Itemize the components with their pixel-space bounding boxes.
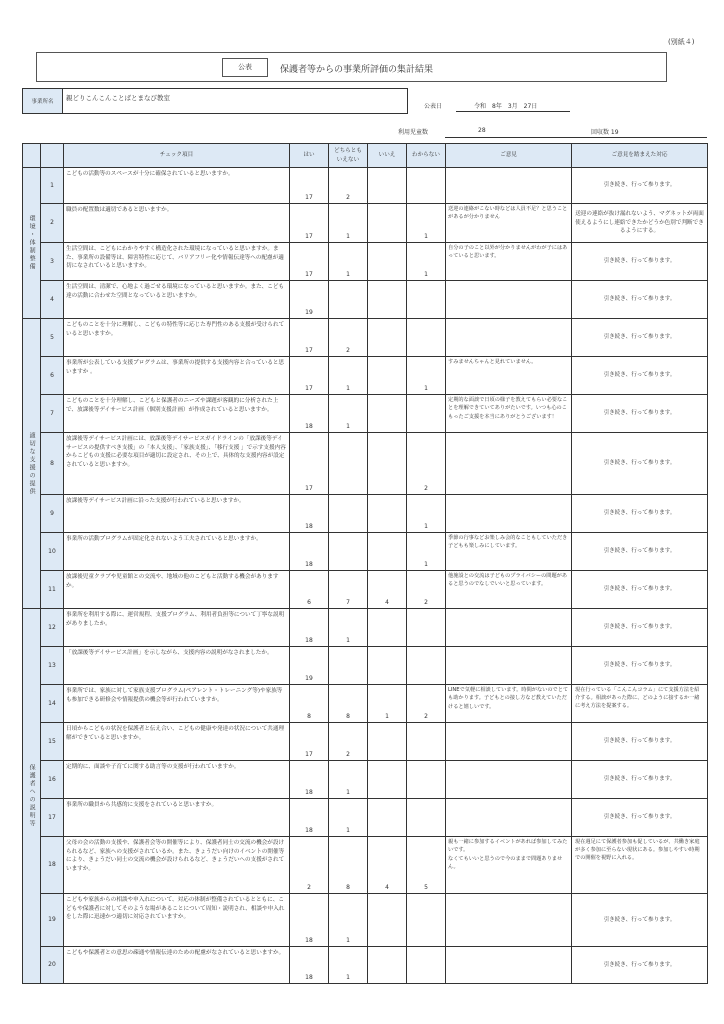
- response: 引き続き、行って参ります。: [572, 168, 708, 204]
- count-unknown: [407, 723, 446, 761]
- count-underline: [445, 137, 707, 138]
- business-label: 事業所名: [23, 89, 63, 113]
- item-number: 4: [41, 281, 64, 319]
- count-neither: [329, 647, 368, 685]
- count-yes: 18: [290, 395, 329, 433]
- count-unknown: [407, 647, 446, 685]
- response: 引き続き、行って参ります。: [572, 395, 708, 433]
- count-neither: 1: [329, 761, 368, 799]
- header-yes: はい: [290, 144, 329, 168]
- check-item: 事業所の職員から共感的に支援をされていると思いますか。: [64, 799, 290, 837]
- table-row: [23, 799, 708, 837]
- count-no: 1: [368, 685, 407, 723]
- publish-badge: 公表: [222, 58, 268, 77]
- header-number: [41, 144, 64, 168]
- count-unknown: [407, 319, 446, 357]
- count-neither: [329, 533, 368, 571]
- item-number: 15: [41, 723, 64, 761]
- table-row: [23, 609, 708, 647]
- count-neither: 8: [329, 837, 368, 894]
- count-neither: 2: [329, 319, 368, 357]
- count-no: [368, 894, 407, 947]
- item-number: 3: [41, 243, 64, 281]
- table-row: [23, 319, 708, 357]
- count-no: 4: [368, 837, 407, 894]
- children-count-label: 利用児童数: [398, 129, 429, 136]
- check-item: 事業所の活動プログラムが固定化されないよう工夫されていると思いますか。: [64, 533, 290, 571]
- count-yes: 19: [290, 647, 329, 685]
- evaluation-table: [22, 143, 708, 984]
- count-unknown: 1: [407, 204, 446, 243]
- table-row: [23, 433, 708, 495]
- count-no: [368, 647, 407, 685]
- count-unknown: [407, 761, 446, 799]
- header-row: [23, 144, 708, 168]
- response: 引き続き、行って参ります。: [572, 799, 708, 837]
- count-no: [368, 281, 407, 319]
- table-row: [23, 894, 708, 947]
- count-unknown: [407, 609, 446, 647]
- count-yes: 17: [290, 433, 329, 495]
- count-unknown: 1: [407, 357, 446, 395]
- count-neither: [329, 495, 368, 533]
- count-neither: 1: [329, 243, 368, 281]
- count-neither: 1: [329, 204, 368, 243]
- table-row: [23, 281, 708, 319]
- page-title: 保護者等からの事業所評価の集計結果: [280, 65, 434, 75]
- count-unknown: [407, 894, 446, 947]
- response: 引き続き、行って参ります。: [572, 433, 708, 495]
- check-item: 生活空間は、清潔で、心地よく過ごせる環境になっていると思いますか。また、こども達の活動に合わせた空間となっていると思いますか。: [64, 281, 290, 319]
- count-yes: 19: [290, 281, 329, 319]
- table-row: [23, 495, 708, 533]
- opinion: [446, 647, 572, 685]
- table-row: [23, 647, 708, 685]
- table-row: [23, 357, 708, 395]
- count-neither: [329, 433, 368, 495]
- count-neither: 1: [329, 395, 368, 433]
- count-no: [368, 168, 407, 204]
- opinion: すみませんちゃんと見れていません。: [446, 357, 572, 395]
- item-number: 14: [41, 685, 64, 723]
- count-yes: 18: [290, 609, 329, 647]
- table-row: [23, 685, 708, 723]
- section-label: 保護者への説明等: [23, 609, 41, 984]
- response: 引き続き、行って参ります。: [572, 533, 708, 571]
- response: 引き続き、行って参ります。: [572, 571, 708, 609]
- count-unknown: 2: [407, 433, 446, 495]
- count-yes: 17: [290, 204, 329, 243]
- count-unknown: [407, 395, 446, 433]
- check-item: 生活空間は、こどもにわかりやすく構造化された環境になっていると思いますか。また、事業所の設備等は、障害特性に応じて、バリアフリー化や情報伝達等への配慮が適切になされていると思いますか。: [64, 243, 290, 281]
- item-number: 9: [41, 495, 64, 533]
- item-number: 17: [41, 799, 64, 837]
- count-unknown: [407, 799, 446, 837]
- response: 現在週足にて保護者参加も促しているが、共働き家庭が多く参加に至らない現状にある。参加しやすい時期での開催を視野に入れる。: [572, 837, 708, 894]
- item-number: 10: [41, 533, 64, 571]
- opinion: [446, 495, 572, 533]
- response: 引き続き、行って参ります。: [572, 319, 708, 357]
- item-number: 6: [41, 357, 64, 395]
- count-neither: 2: [329, 723, 368, 761]
- section-label: 適切な支援の提供: [23, 319, 41, 609]
- item-number: 1: [41, 168, 64, 204]
- count-neither: [329, 281, 368, 319]
- business-name: 親どりこんこんことばとまなび教室: [66, 94, 170, 102]
- count-no: [368, 947, 407, 984]
- count-unknown: [407, 947, 446, 984]
- count-unknown: 1: [407, 495, 446, 533]
- check-item: 父母の会の活動の支援や、保護者会等の開催等により、保護者同士の交流の機会が設けられるなど、家族への支援がされているか。また、きょうだい向けのイベントの開催等により、きょうだい同士の交流の機会が設けられるなど、きょうだいへの支援がされていますか。: [64, 837, 290, 894]
- item-number: 12: [41, 609, 64, 647]
- count-yes: 17: [290, 319, 329, 357]
- business-box: [22, 88, 408, 114]
- count-unknown: 5: [407, 837, 446, 894]
- count-neither: 8: [329, 685, 368, 723]
- count-no: [368, 723, 407, 761]
- response: 送迎の連絡が抜け漏れないよう、マグネットが両面使えるようにし連絡できたかどうか色別で判断できるようにする。: [572, 204, 708, 243]
- header-unknown: わからない: [407, 144, 446, 168]
- annex-label: (別紙４): [668, 38, 695, 46]
- count-yes: 17: [290, 723, 329, 761]
- table-row: [23, 533, 708, 571]
- count-neither: 1: [329, 609, 368, 647]
- header-opinion: ご意見: [446, 144, 572, 168]
- response: 引き続き、行って参ります。: [572, 761, 708, 799]
- table-row: [23, 571, 708, 609]
- response: 現在行っている「こんこんコラム」にて支援方法を紹介する。相談があった際に、どのように接するか一緒に考え方法を提案する。: [572, 685, 708, 723]
- check-item: 定期的に、面談や子育てに関する助言等の支援が行われていますか。: [64, 761, 290, 799]
- table-row: [23, 395, 708, 433]
- count-no: [368, 243, 407, 281]
- opinion: 自分の子のこと以外が分かりませんがわが子にはあっていると思います。: [446, 243, 572, 281]
- count-unknown: 1: [407, 243, 446, 281]
- count-yes: 18: [290, 799, 329, 837]
- item-number: 13: [41, 647, 64, 685]
- opinion: [446, 319, 572, 357]
- table-row: [23, 947, 708, 984]
- count-yes: 18: [290, 495, 329, 533]
- header-no: いいえ: [368, 144, 407, 168]
- opinion: 他施設との交流は子どものプライバシーの問題があると思うのでなしでいいと思っています。: [446, 571, 572, 609]
- count-unknown: 1: [407, 533, 446, 571]
- item-number: 16: [41, 761, 64, 799]
- table-row: [23, 761, 708, 799]
- count-neither: 1: [329, 357, 368, 395]
- count-yes: 6: [290, 571, 329, 609]
- count-yes: 17: [290, 168, 329, 204]
- count-no: [368, 319, 407, 357]
- response: 引き続き、行って参ります。: [572, 947, 708, 984]
- response: 引き続き、行って参ります。: [572, 281, 708, 319]
- count-no: [368, 609, 407, 647]
- children-count: 28: [478, 127, 486, 134]
- count-neither: 2: [329, 168, 368, 204]
- table-row: [23, 204, 708, 243]
- table-row: [23, 837, 708, 894]
- opinion: LINEで気軽に相談しています。時間がないのでとても助かります。子どもとの接し方など教えていただけると嬉しいです。: [446, 685, 572, 723]
- count-no: [368, 533, 407, 571]
- response: 引き続き、行って参ります。: [572, 609, 708, 647]
- count-yes: 2: [290, 837, 329, 894]
- count-no: [368, 204, 407, 243]
- item-number: 18: [41, 837, 64, 894]
- check-item: 職員の配置数は適切であると思いますか。: [64, 204, 290, 243]
- opinion: [446, 168, 572, 204]
- count-unknown: [407, 281, 446, 319]
- item-number: 20: [41, 947, 64, 984]
- count-yes: 18: [290, 947, 329, 984]
- item-number: 5: [41, 319, 64, 357]
- response: 引き続き、行って参ります。: [572, 647, 708, 685]
- check-item: 事業所を利用する際に、運営規程、支援プログラム、利用者負担等について丁寧な説明がありましたか。: [64, 609, 290, 647]
- opinion: [446, 433, 572, 495]
- check-item: こどもや家族からの相談や申入れについて、対応の体制が整備されているとともに、こどもや保護者に対してそのような場があることについて周知・説明され、相談や申入れをした際に迅速かつ適切に対応されていますか。: [64, 894, 290, 947]
- count-no: [368, 761, 407, 799]
- opinion: [446, 281, 572, 319]
- count-unknown: 2: [407, 685, 446, 723]
- count-neither: 1: [329, 947, 368, 984]
- opinion: 親も一緒に参加するイベントがあれば参加してみたいです。 なくてもいいと思うので今のままで問題ありません。: [446, 837, 572, 894]
- response: 引き続き、行って参ります。: [572, 894, 708, 947]
- count-no: [368, 495, 407, 533]
- header-response: ご意見を踏まえた対応: [572, 144, 708, 168]
- item-number: 19: [41, 894, 64, 947]
- count-no: [368, 433, 407, 495]
- header-neither: どちらともいえない: [329, 144, 368, 168]
- check-item: 放課後等デイサービス計画に沿った支援が行われていると思いますか。: [64, 495, 290, 533]
- count-no: [368, 357, 407, 395]
- check-item: 事業所では、家族に対して家族支援プログラム(ペアレント・トレーニング等)や家族等も参加できる研修会や情報提供の機会等が行われていますか。: [64, 685, 290, 723]
- count-yes: 18: [290, 894, 329, 947]
- table-row: [23, 168, 708, 204]
- count-yes: 17: [290, 243, 329, 281]
- opinion: 送迎の連絡がこない時などは人員不足？と思うことがあるが分かりません: [446, 204, 572, 243]
- count-no: [368, 395, 407, 433]
- response: 引き続き、行って参ります。: [572, 357, 708, 395]
- opinion: [446, 894, 572, 947]
- check-item: 放課後等デイサービス計画には、放課後等デイサービスガイドラインの「放課後等デイサービスの提供すべき支援」の「本人支援」、「家族支援」、「移行支援 」で示す支援内容からこどもの支援に必要な項目が適切に設定され、その上で、具体的な支援内容が設定されていると思いますか。: [64, 433, 290, 495]
- count-yes: 8: [290, 685, 329, 723]
- count-yes: 17: [290, 357, 329, 395]
- item-number: 11: [41, 571, 64, 609]
- count-neither: 1: [329, 894, 368, 947]
- check-item: こどものことを十分に理解し、こどもの特性等に応じた専門性のある支援が受けられていると思いますか。: [64, 319, 290, 357]
- table-row: [23, 723, 708, 761]
- publish-date: 令和 8年 3月 27日: [456, 101, 570, 112]
- header-check-item: チェック項目: [64, 144, 290, 168]
- count-unknown: [407, 168, 446, 204]
- check-item: 日頃からこどもの状況を保護者と伝え合い、こどもの健康や発達の状況について共通理解ができていると思いますか。: [64, 723, 290, 761]
- publish-date-label: 公表日: [424, 103, 443, 110]
- opinion: 定期的な面談で日頃の様子を教えてもらい必要なことを理解できていてありがたいです。いつも心のこもったご支援を本当にありがとうございます！: [446, 395, 572, 433]
- count-neither: 7: [329, 571, 368, 609]
- check-item: こどものことを十分理解し、こどもと保護者のニーズや課題が客観的に分析された上で、放課後等デイサービス計画（個別支援計画）が作成されていると思いますか。: [64, 395, 290, 433]
- opinion: [446, 723, 572, 761]
- item-number: 2: [41, 204, 64, 243]
- count-yes: 18: [290, 533, 329, 571]
- count-unknown: 2: [407, 571, 446, 609]
- check-item: こどもの活動等のスペースが十分に確保されていると思いますか。: [64, 168, 290, 204]
- table-row: [23, 243, 708, 281]
- check-item: 事業所が公表している支援プログラムは、事業所の提供する支援内容と合っていると思いますか 。: [64, 357, 290, 395]
- count-neither: 1: [329, 799, 368, 837]
- count-yes: 18: [290, 761, 329, 799]
- count-no: [368, 799, 407, 837]
- opinion: [446, 799, 572, 837]
- section-label: 環境・体制整備: [23, 168, 41, 319]
- response: 引き続き、行って参ります。: [572, 495, 708, 533]
- check-item: 「放課後等デイサービス計画」を示しながら、支援内容の説明がなされましたか。: [64, 647, 290, 685]
- response: 引き続き、行って参ります。: [572, 243, 708, 281]
- collected-count: 回収数 19: [591, 129, 619, 136]
- check-item: こどもや保護者との意思の疎通や情報伝達のための配慮がなされていると思いますか。: [64, 947, 290, 984]
- opinion: [446, 609, 572, 647]
- header-section: [23, 144, 41, 168]
- opinion: [446, 947, 572, 984]
- opinion: [446, 761, 572, 799]
- item-number: 7: [41, 395, 64, 433]
- item-number: 8: [41, 433, 64, 495]
- response: 引き続き、行って参ります。: [572, 723, 708, 761]
- check-item: 放課後児童クラブや児童館との交流や、地域の他のこどもと活動する機会がありますか。: [64, 571, 290, 609]
- count-no: 4: [368, 571, 407, 609]
- opinion: 季節の行事などお楽しみ会的なこともしていただき子どもも楽しみにしています。: [446, 533, 572, 571]
